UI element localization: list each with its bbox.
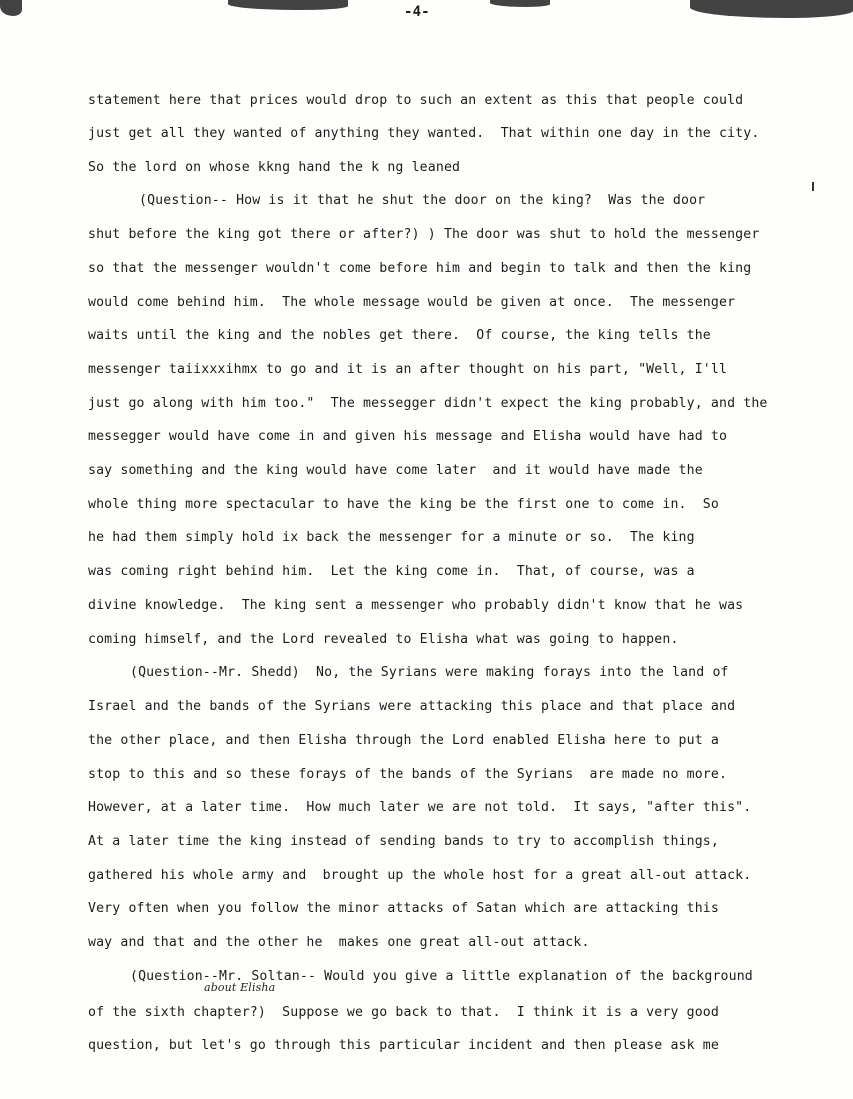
text-line: he had them simply hold ix back the messenger for a minute or so. The king [88, 530, 695, 545]
text-line: the other place, and then Elisha through the Lord enabled Elisha here to put a [88, 733, 719, 748]
text-line: coming himself, and the Lord revealed to Elisha what was going to happen. [88, 632, 679, 647]
text-line: would come behind him. The whole message would be given at once. The messenger [88, 295, 736, 310]
text-line: Very often when you follow the minor attacks of Satan which are attacking this [88, 901, 719, 916]
text-line: whole thing more spectacular to have the king be the first one to come in. So [88, 497, 719, 512]
scan-smudge [690, 0, 853, 18]
text-line: so that the messenger wouldn't come before him and begin to talk and then the king [88, 261, 752, 276]
margin-mark [812, 182, 814, 191]
text-line: (Question--Mr. Soltan-- Would you give a little explanation of the background [130, 969, 753, 984]
scan-smudge [0, 0, 22, 16]
text-line: However, at a later time. How much later we are not told. It says, "after this". [88, 800, 752, 815]
text-line: waits until the king and the nobles get there. Of course, the king tells the [88, 328, 711, 343]
text-line: statement here that prices would drop to such an extent as this that people could [88, 93, 744, 108]
handwritten-note: about Elisha [204, 981, 276, 994]
text-line: divine knowledge. The king sent a messenger who probably didn't know that he was [88, 598, 744, 613]
text-line: messegger would have come in and given his message and Elisha would have had to [88, 429, 728, 444]
text-line: say something and the king would have come later and it would have made the [88, 463, 703, 478]
text-line: was coming right behind him. Let the king come in. That, of course, was a [88, 564, 695, 579]
text-line: So the lord on whose kkng hand the k ng leaned [88, 160, 461, 175]
text-line: way and that and the other he makes one great all-out attack. [88, 935, 590, 950]
text-line: question, but let's go through this particular incident and then please ask me [88, 1038, 719, 1053]
text-line: just get all they wanted of anything they wanted. That within one day in the city. [88, 126, 760, 141]
text-line: messenger taiixxxihmx to go and it is an after thought on his part, "Well, I'll [88, 362, 728, 377]
text-line: gathered his whole army and brought up the whole host for a great all-out attack. [88, 868, 752, 883]
page-number: -4- [404, 4, 430, 20]
text-line: just go along with him too." The messegger didn't expect the king probably, and the [88, 396, 768, 411]
text-line: shut before the king got there or after?) ) The door was shut to hold the messenger [88, 227, 760, 242]
text-line: Israel and the bands of the Syrians were attacking this place and that place and [88, 699, 736, 714]
text-line: (Question-- How is it that he shut the door on the king? Was the door [139, 193, 706, 208]
text-line: of the sixth chapter?) Suppose we go back to that. I think it is a very good [88, 1005, 719, 1020]
scan-smudge [228, 0, 348, 10]
text-line: (Question--Mr. Shedd) No, the Syrians were making forays into the land of [130, 665, 729, 680]
text-line: stop to this and so these forays of the bands of the Syrians are made no more. [88, 767, 728, 782]
scan-smudge [490, 0, 550, 7]
text-line: At a later time the king instead of sending bands to try to accomplish things, [88, 834, 719, 849]
